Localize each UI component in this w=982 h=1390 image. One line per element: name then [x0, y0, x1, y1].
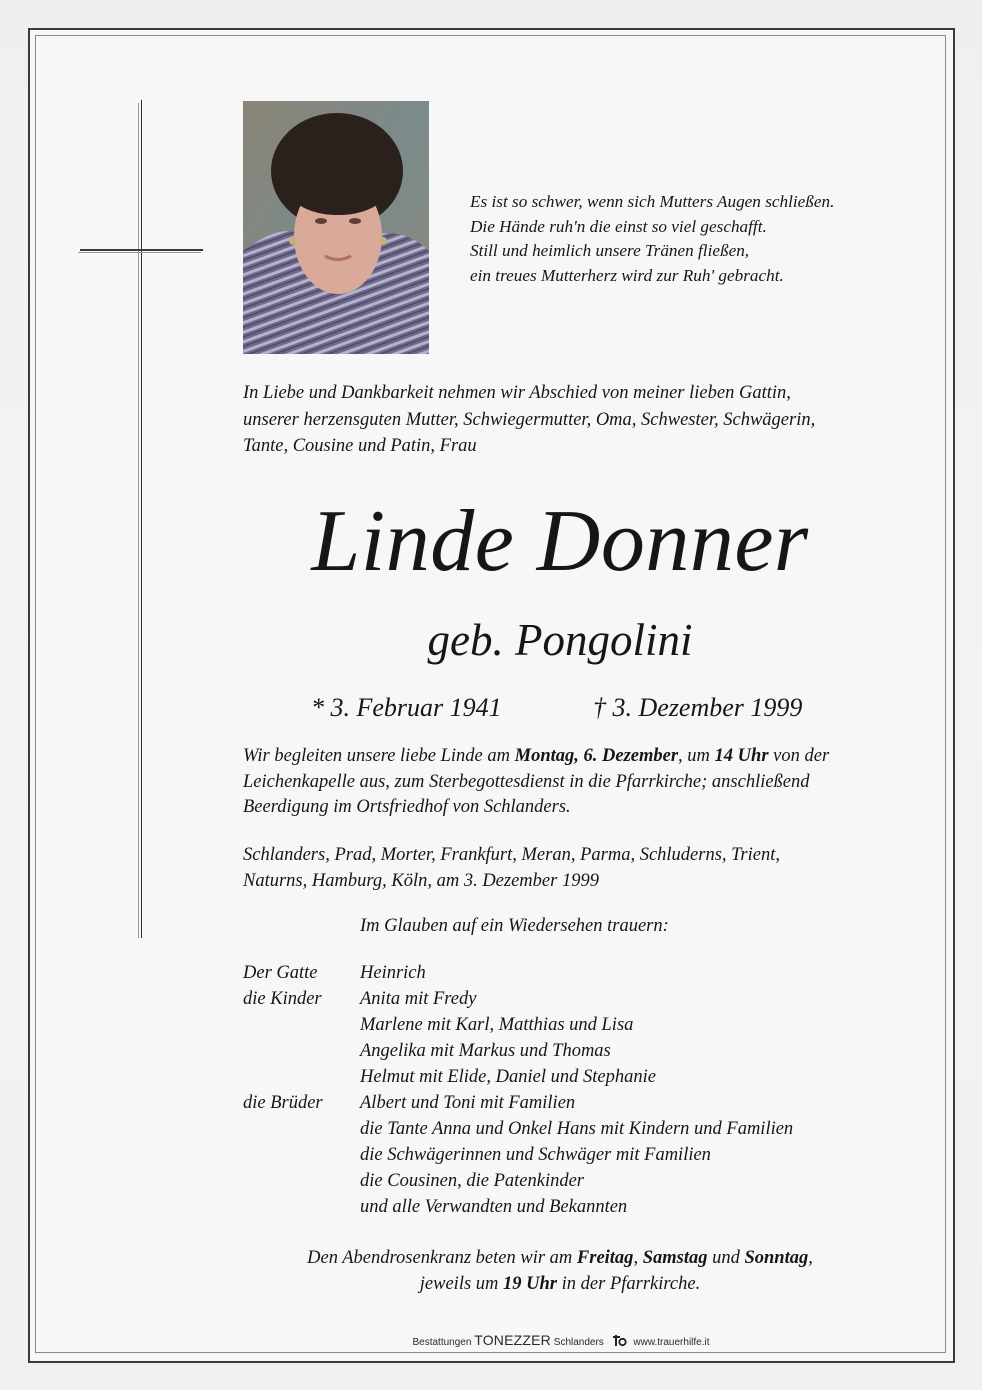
- mourner-names: Marlene mit Karl, Matthias und Lisa: [360, 1015, 634, 1035]
- mourner-names: die Tante Anna und Onkel Hans mit Kindern und Familien: [360, 1119, 794, 1139]
- mourner-role: [243, 1012, 360, 1038]
- mourner-row: [243, 1064, 793, 1090]
- mourner-role: Der Gatte: [243, 963, 318, 983]
- rosary-text: Den Abendrosenkranz beten wir am: [307, 1248, 577, 1268]
- footer-town: Schlanders: [551, 1337, 604, 1348]
- intro-line: In Liebe und Dankbarkeit nehmen wir Abschied von meiner lieben Gattin,: [243, 383, 791, 403]
- mourner-role: die Brüder: [243, 1093, 323, 1113]
- rosary-line: [138, 1271, 982, 1297]
- rosary-day: Samstag: [642, 1248, 708, 1268]
- intro-line: unserer herzensguten Mutter, Schwiegermutter, Oma, Schwester, Schwägerin,: [243, 409, 816, 430]
- rosary-line: [138, 1245, 982, 1271]
- funeral-day: Montag, 6. Dezember: [514, 746, 679, 766]
- poem-line: Still und heimlich unsere Tränen fließen,: [470, 241, 750, 260]
- rosary-time: 19 Uhr: [503, 1274, 558, 1294]
- cross-horizontal: [80, 249, 203, 251]
- mourner-role: [243, 1142, 360, 1168]
- funeral-time: 14 Uhr: [714, 746, 769, 766]
- mourner-role: [243, 1116, 360, 1142]
- poem-line: Es ist so schwer, wenn sich Mutters Augen schließen.: [470, 192, 835, 211]
- trauerhilfe-logo-icon: [611, 1334, 627, 1348]
- deceased-name: Linde Donner: [311, 493, 809, 590]
- farewell-intro: [243, 380, 903, 460]
- funeral-text: , um: [678, 746, 715, 766]
- places-line: Schlanders, Prad, Morter, Frankfurt, Meran, Parma, Schluderns, Trient,: [243, 845, 780, 865]
- mourners-intro: Im Glauben auf ein Wiedersehen trauern:: [360, 916, 669, 936]
- funeral-line: Leichenkapelle aus, zum Sterbegottesdienst in die Pfarrkirche; anschließend: [243, 771, 810, 792]
- mourner-row: [243, 1142, 793, 1168]
- mourner-role: die Kinder: [243, 989, 322, 1009]
- portrait-illustration: [243, 101, 429, 354]
- mourner-row: [243, 986, 793, 1012]
- mourner-names: Angelika mit Markus und Thomas: [360, 1041, 611, 1061]
- mourner-row: [243, 1194, 793, 1220]
- funeral-text: Wir begleiten unsere liebe Linde am: [243, 746, 515, 766]
- poem-line: ein treues Mutterherz wird zur Ruh' gebracht.: [470, 265, 784, 285]
- rosary-notice: [0, 1245, 982, 1297]
- mourner-names: Helmut mit Elide, Daniel und Stephanie: [360, 1067, 656, 1087]
- footer-credit: [0, 1333, 982, 1350]
- death-date: † 3. Dezember 1999: [593, 693, 803, 722]
- places-and-date: [243, 843, 780, 894]
- maiden-name: geb. Pongolini: [427, 615, 693, 665]
- birth-date: * 3. Februar 1941: [311, 693, 502, 722]
- rosary-text: in der Pfarrkirche.: [557, 1274, 701, 1294]
- mourner-role: [243, 1064, 360, 1090]
- funeral-text: von der: [768, 746, 830, 766]
- mourners-list: [243, 960, 793, 1220]
- rosary-text: ,: [633, 1248, 643, 1268]
- mourner-role: [243, 1168, 360, 1194]
- rosary-text: und: [707, 1248, 745, 1268]
- portrait-photo: [243, 101, 429, 354]
- mourner-names: Anita mit Fredy: [360, 989, 477, 1009]
- places-line: Naturns, Hamburg, Köln, am 3. Dezember 1999: [243, 870, 599, 891]
- mourner-row: [243, 1168, 793, 1194]
- poem-line: Die Hände ruh'n die einst so viel geschafft.: [470, 216, 767, 236]
- footer-url[interactable]: www.trauerhilfe.it: [633, 1337, 710, 1348]
- footer-brand: TONEZZER: [474, 1332, 551, 1348]
- mourner-names: Heinrich: [360, 963, 426, 983]
- funeral-line: [243, 744, 829, 770]
- mourner-role: [243, 1194, 360, 1220]
- mourner-names: und alle Verwandten und Bekannten: [360, 1197, 628, 1217]
- mourner-row: [243, 960, 793, 986]
- mourner-row: [243, 1116, 793, 1142]
- funeral-line: Beerdigung im Ortsfriedhof von Schlanders.: [243, 797, 571, 817]
- rosary-day: Freitag: [576, 1248, 634, 1268]
- mourner-names: die Schwägerinnen und Schwäger mit Familien: [360, 1145, 711, 1165]
- cross-horizontal-shadow: [78, 252, 201, 253]
- memorial-poem: [470, 190, 834, 288]
- funeral-details: [243, 744, 829, 821]
- mourner-row: [243, 1038, 793, 1064]
- mourner-names: die Cousinen, die Patenkinder: [360, 1171, 585, 1191]
- rosary-text: ,: [808, 1248, 813, 1268]
- rosary-day: Sonntag: [744, 1248, 809, 1268]
- intro-line: Tante, Cousine und Patin, Frau: [243, 436, 477, 456]
- mourner-row: [243, 1090, 793, 1116]
- mourner-names: Albert und Toni mit Familien: [360, 1093, 576, 1113]
- mourner-row: [243, 1012, 793, 1038]
- footer-prefix: Bestattungen: [412, 1337, 475, 1348]
- mourner-role: [243, 1038, 360, 1064]
- rosary-text: jeweils um: [419, 1274, 504, 1294]
